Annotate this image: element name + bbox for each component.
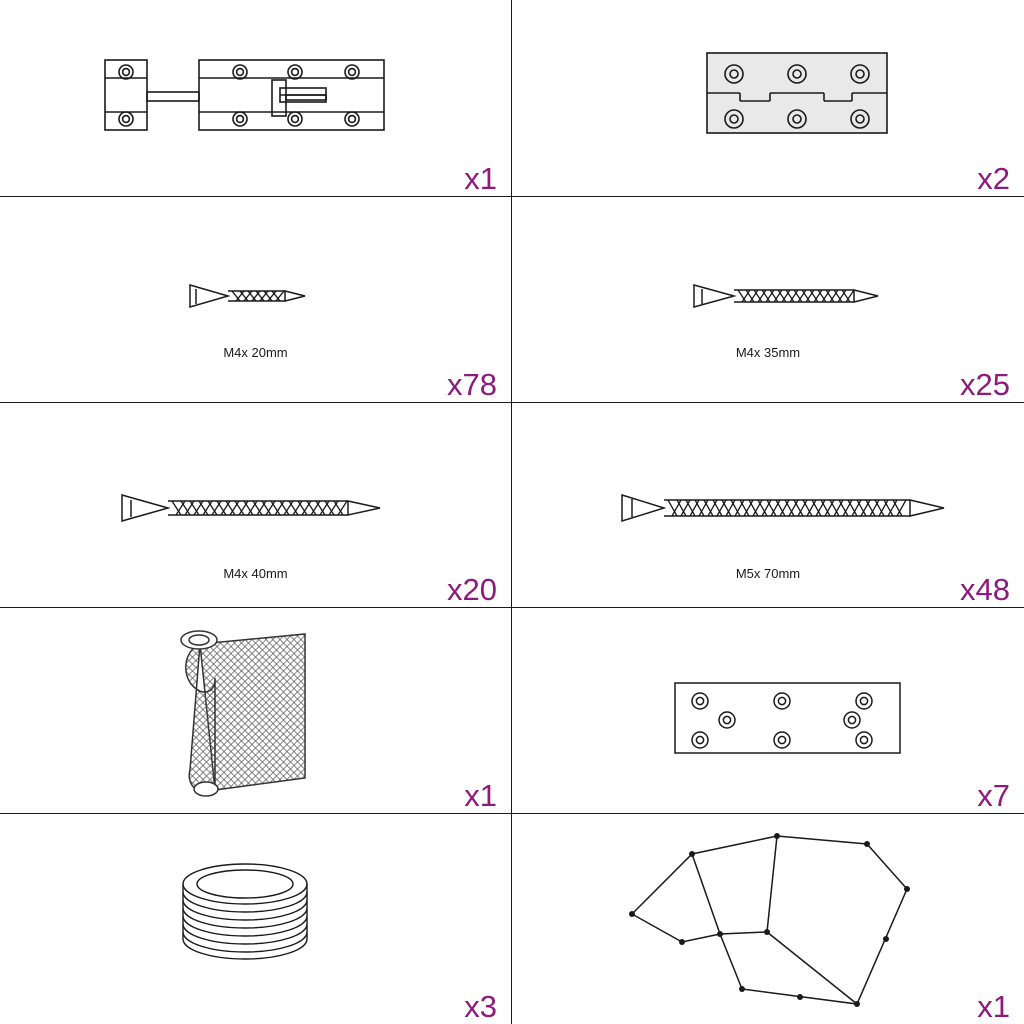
part-spec: M5x 70mm — [735, 566, 801, 581]
part-cell-screw-m4-35 — [512, 197, 1024, 402]
part-qty: x78 — [447, 367, 497, 402]
part-cell-barrel-bolt — [0, 0, 511, 196]
part-cell-roof-panel — [512, 814, 1024, 1024]
butt-hinge-icon — [512, 0, 1024, 196]
part-spec: M4x 35mm — [735, 345, 801, 360]
part-qty: x1 — [464, 778, 497, 813]
part-qty: x1 — [977, 989, 1010, 1024]
screw-icon — [0, 197, 511, 402]
part-cell-screw-m5-70 — [512, 403, 1024, 607]
roof-panel-icon — [512, 814, 1024, 1024]
wire-coil-icon — [0, 814, 511, 1024]
part-qty: x7 — [977, 778, 1010, 813]
part-qty: x3 — [464, 989, 497, 1024]
screw-icon — [512, 197, 1024, 402]
part-cell-mounting-plate — [512, 608, 1024, 813]
part-cell-screw-m4-40 — [0, 403, 511, 607]
mesh-roll-icon — [0, 608, 511, 813]
part-qty: x1 — [464, 161, 497, 196]
part-qty: x20 — [447, 572, 497, 607]
part-qty: x48 — [960, 572, 1010, 607]
perforated-plate-icon — [512, 608, 1024, 813]
part-cell-mesh-roll — [0, 608, 511, 813]
part-qty: x25 — [960, 367, 1010, 402]
part-cell-wire-coil — [0, 814, 511, 1024]
part-cell-butt-hinge — [512, 0, 1024, 196]
part-spec: M4x 40mm — [223, 566, 288, 581]
part-spec: M4x 20mm — [223, 345, 288, 360]
part-cell-screw-m4-20 — [0, 197, 511, 402]
barrel-bolt-icon — [0, 0, 511, 196]
part-qty: x2 — [977, 161, 1010, 196]
